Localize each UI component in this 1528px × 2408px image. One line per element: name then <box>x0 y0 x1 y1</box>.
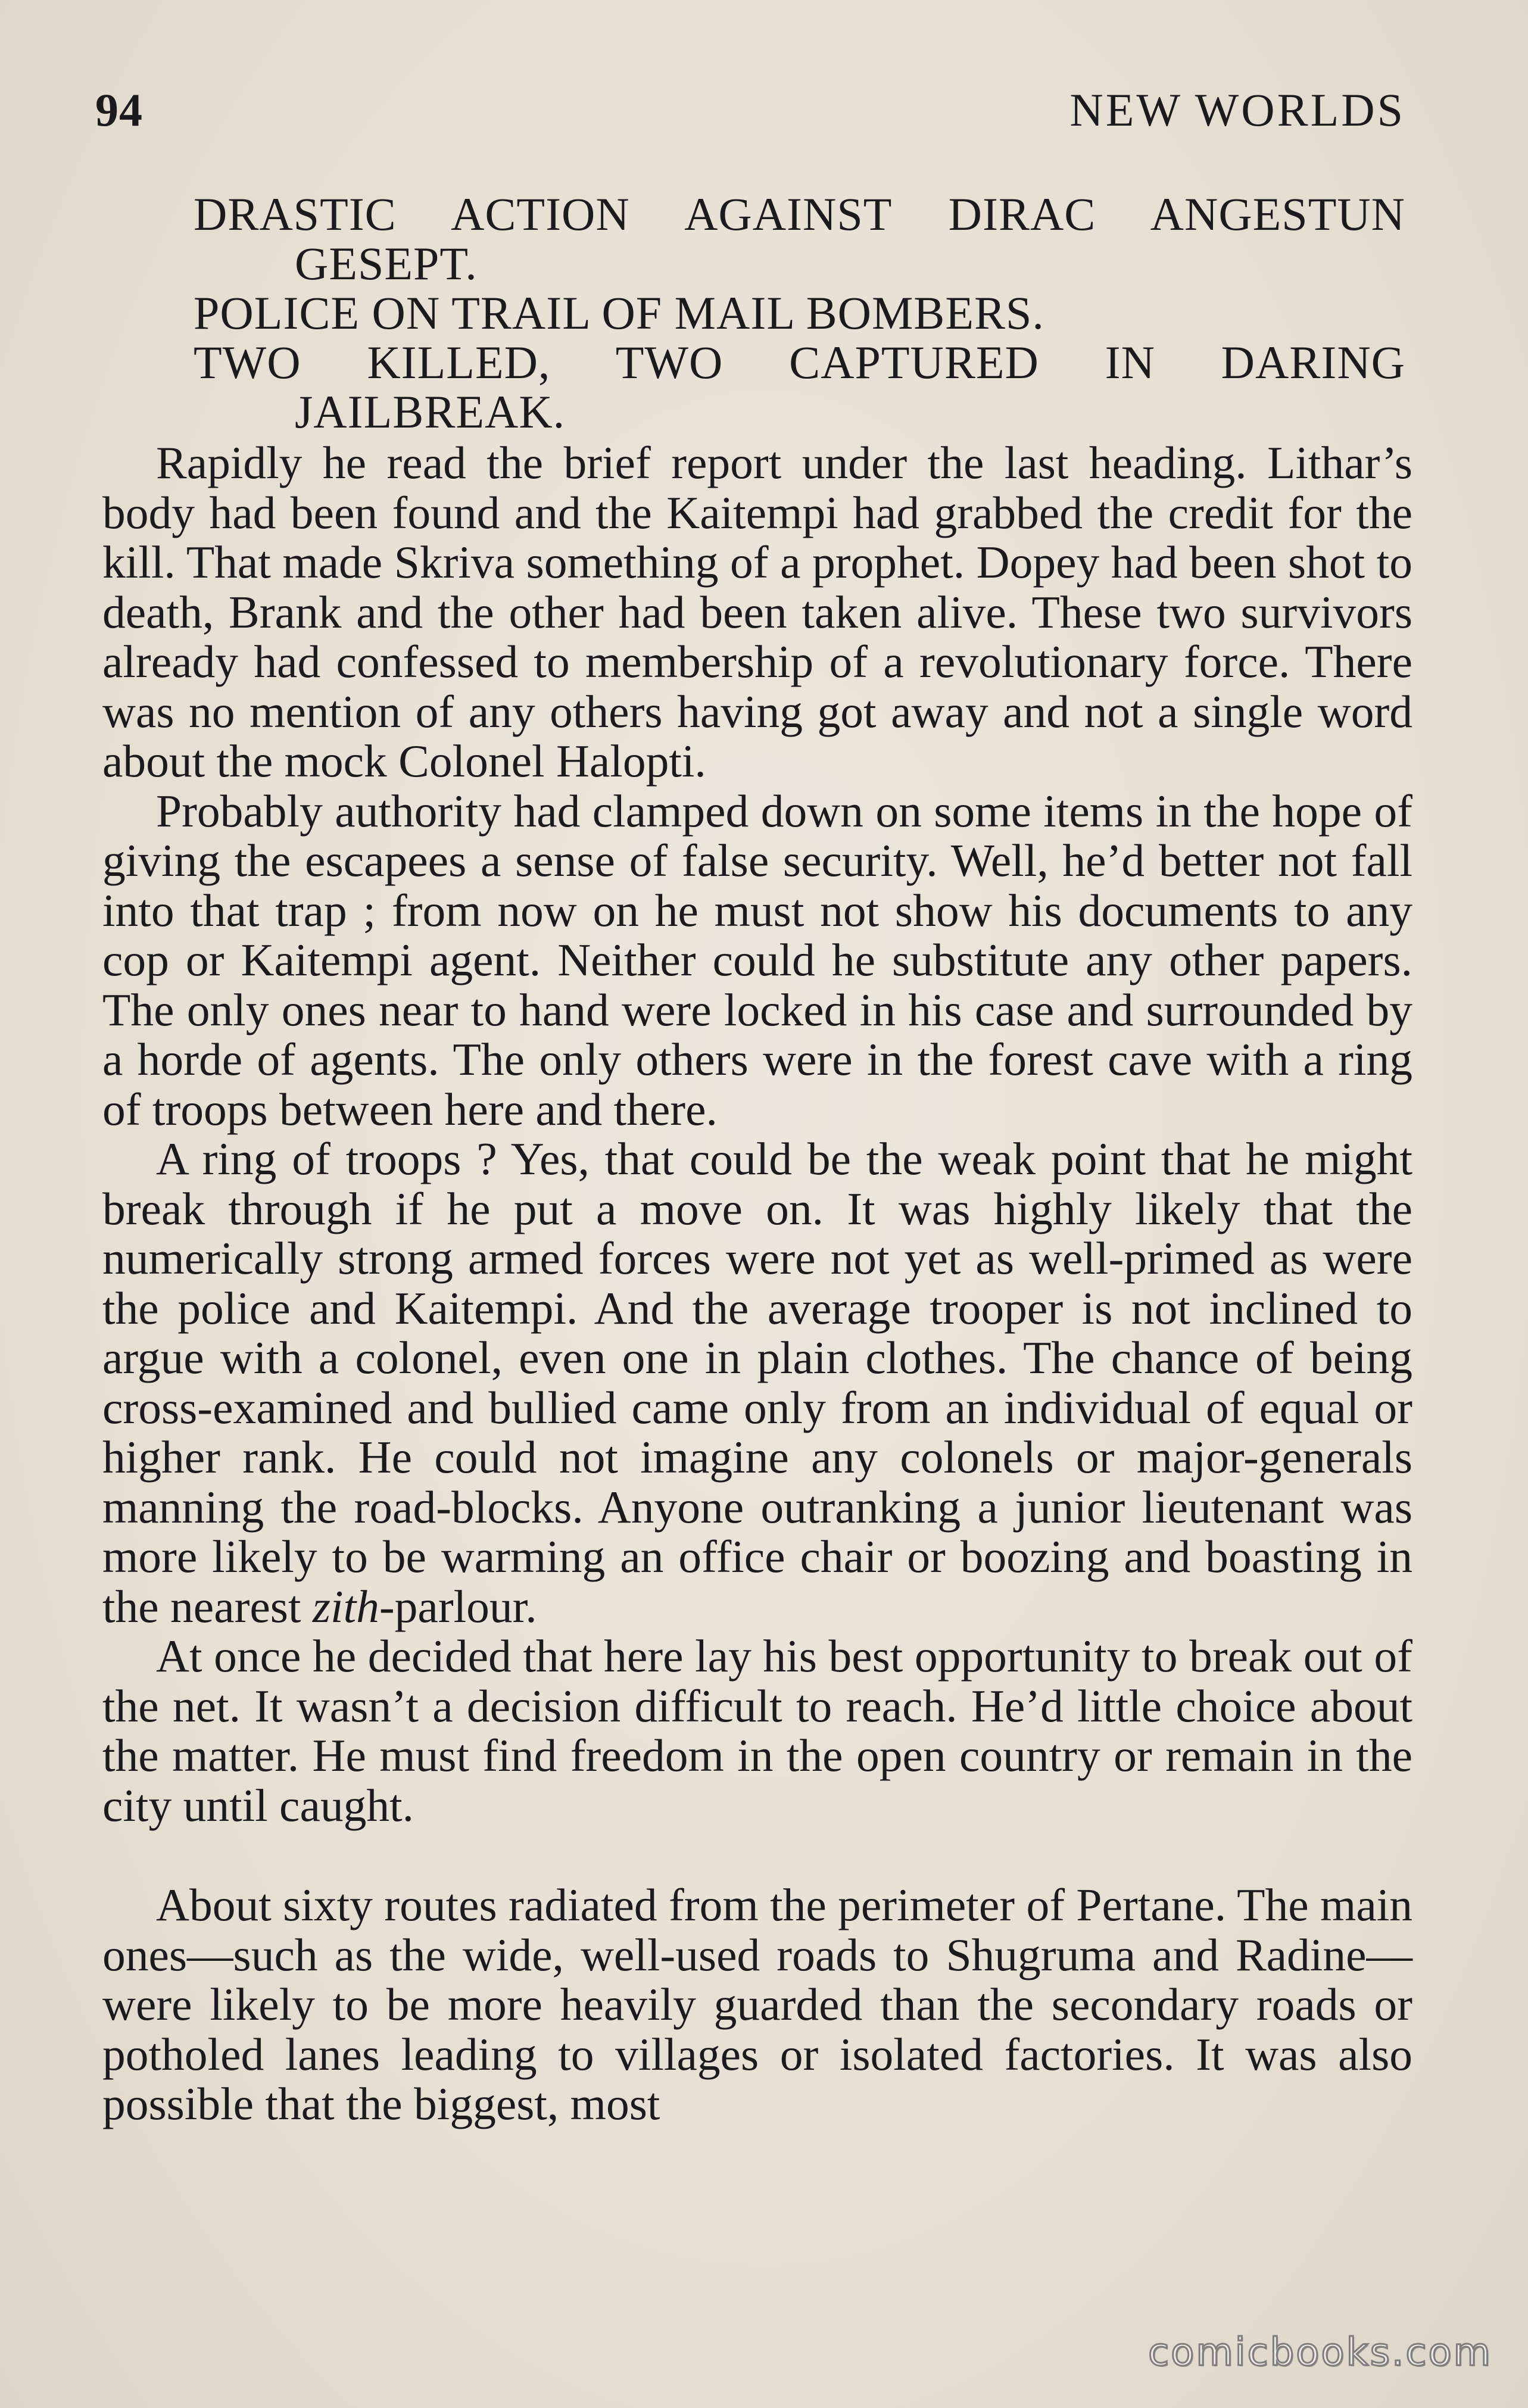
headline: POLICE ON TRAIL OF MAIL BOMBERS. <box>194 287 1044 339</box>
paragraph: At once he decided that here lay his best opportunity to break out of the net. It wasn’t a decision difficult to reach. He’d little choice about the matter. He must find freedom in the open country or remain in the city until caught. <box>102 1630 1412 1831</box>
italic-word: zith <box>312 1580 379 1632</box>
headline: DRASTIC ACTION AGAINST DIRAC ANGESTUN GESEPT. <box>194 188 1405 289</box>
paragraph-text: A ring of troops ? Yes, that could be the weak point that he might break through if he put a move on. It was highly likely that the numerically strong armed forces were not yet as well-primed as were the police and Kaitempi. And the average trooper is not inclined to argue with a colonel, even one in plain clothes. The chance of being cross-examined and bullied came only from an individual of equal or higher rank. He could not imagine any colonels or major-generals manning the road-blocks. Anyone outranking a junior lieutenant was more likely to be warming an office chair or boozing and boasting in the nearest <box>102 1133 1412 1632</box>
running-title: NEW WORLDS <box>1069 84 1405 136</box>
body-text <box>102 438 1412 2129</box>
page-number: 94 <box>95 84 143 136</box>
paragraph-text: -parlour. <box>379 1580 537 1632</box>
watermark-logo: comicbooks.com <box>1147 2331 1492 2375</box>
headline: TWO KILLED, TWO CAPTURED IN DARING JAILBREAK. <box>194 336 1405 438</box>
paragraph: About sixty routes radiated from the perimeter of Pertane. The main ones—such as the wide, well-used roads to Shugruma and Radine—were likely to be more heavily guarded than the secondary roads or potholed lanes leading to villages or isolated factories. It was also possible that the biggest, most <box>102 1879 1412 2129</box>
newspaper-headlines <box>194 189 1405 436</box>
paragraph: Rapidly he read the brief report under the last heading. Lithar’s body had been found and the Kaitempi had grabbed the credit for the kill. That made Skriva something of a prophet. Dopey had been shot to death, Brank and the other had been taken alive. These two survivors already had confessed to membership of a revolutionary force. There was no mention of any others having got away and not a single word about the mock Colonel Halopti. <box>102 437 1412 787</box>
page-header <box>95 83 1405 155</box>
paragraph <box>102 1134 1412 1632</box>
paragraph: Probably authority had clamped down on some items in the hope of giving the escapees a sense of false security. Well, he’d better not fall into that trap ; from now on he must not show his documents to any cop or Kaitempi agent. Neither could he substitute any other papers. The only ones near to hand were locked in his case and surrounded by a horde of agents. The only others were in the forest cave with a ring of troops between here and there. <box>102 785 1412 1135</box>
